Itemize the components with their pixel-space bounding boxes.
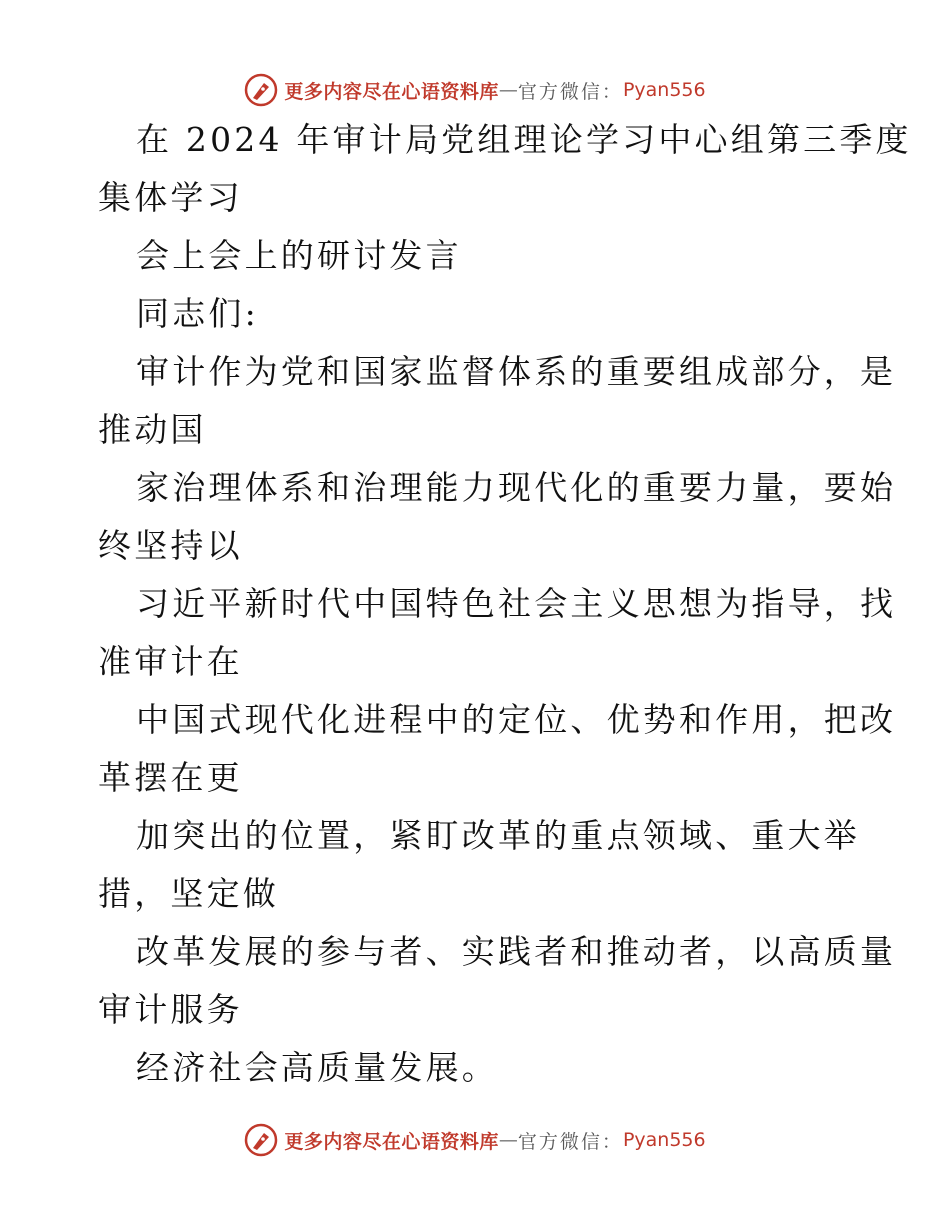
watermark-wechat-id: Pyan556 — [622, 1129, 706, 1151]
text-line: 习近平新时代中国特色社会主义思想为指导，找 — [136, 584, 897, 623]
text-line: 集体学习 — [98, 178, 243, 217]
text-line: 加突出的位置，紧盯改革的重点领域、重大举 — [136, 816, 860, 855]
document-body — [98, 120, 912, 1108]
text-line: 家治理体系和治理能力现代化的重要力量，要始 — [136, 468, 897, 507]
pen-nib-logo-icon — [244, 1123, 278, 1157]
watermark-separator: — — [498, 1129, 518, 1151]
watermark-brand: 更多内容尽在心语资料库 — [284, 1130, 499, 1153]
watermark-wechat-label: 官方微信： — [517, 1130, 623, 1153]
text-line: 推动国 — [98, 410, 207, 449]
text-line: 准审计在 — [98, 642, 243, 681]
text-line: 措，坚定做 — [98, 874, 279, 913]
text-line: 革摆在更 — [98, 758, 243, 797]
text-line: 改革发展的参与者、实践者和推动者，以高质量 — [136, 932, 897, 971]
text-line: 同志们: — [136, 294, 259, 333]
text-line: 审计作为党和国家监督体系的重要组成部分，是 — [136, 352, 897, 391]
watermark-wechat-label: 官方微信： — [517, 80, 623, 103]
text-line: 经济社会高质量发展。 — [136, 1048, 498, 1087]
watermark-separator: — — [498, 79, 518, 101]
text-line: 中国式现代化进程中的定位、优势和作用，把改 — [136, 700, 897, 739]
pen-nib-logo-icon — [244, 73, 278, 107]
text-line: 终坚持以 — [98, 526, 243, 565]
text-line: 会上会上的研讨发言 — [136, 236, 462, 275]
text-line: 在 2024 年审计局党组理论学习中心组第三季度 — [136, 120, 912, 159]
watermark-wechat-id: Pyan556 — [622, 79, 706, 101]
text-line: 审计服务 — [98, 990, 243, 1029]
header-watermark — [0, 70, 950, 110]
watermark-brand: 更多内容尽在心语资料库 — [284, 80, 499, 103]
footer-watermark — [0, 1120, 950, 1160]
